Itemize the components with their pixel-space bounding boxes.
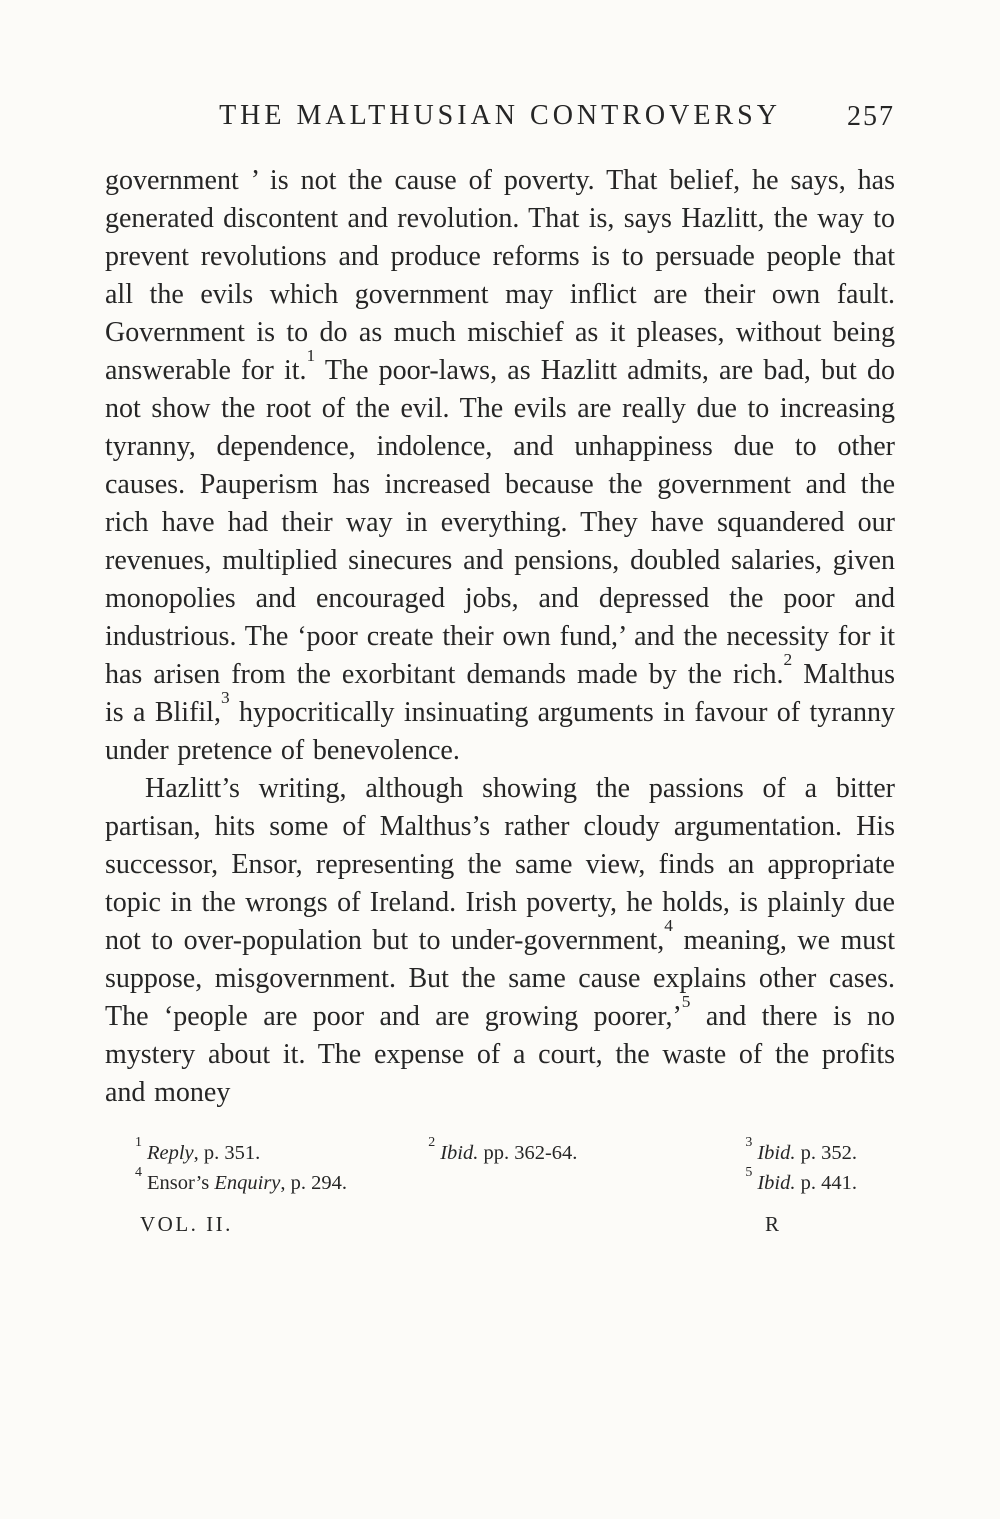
footnotes-section — [105, 1135, 895, 1198]
paragraph-text: government ’ is not the cause of poverty. That belief, he says, has generated discontent and revolution. That is, says Hazlitt, the way to prevent revolutions and produce reforms is to persuade people that all the evils which government may inflict are their own fault. Government is to do as much mischief as it pleases, without being answerable for it. — [105, 165, 895, 386]
footnote-ref-4: 4 — [664, 915, 673, 935]
footnote-text: , p. 351. — [193, 1142, 261, 1164]
footnote-pre-text: Ensor’s — [146, 1172, 215, 1194]
footnote-marker-2: 2 — [428, 1135, 436, 1151]
footnote-text: p. 441. — [795, 1172, 857, 1194]
footnote-marker-4: 4 — [135, 1165, 142, 1181]
paragraph-text: meaning, we must suppose, misgovernment. But the same cause explains other cases. The ‘people are poor and are growing poorer,’ — [105, 925, 895, 1032]
footnote-ref-1: 1 — [306, 345, 316, 365]
footnote-work-title: Ibid. — [440, 1142, 479, 1164]
footnote-work-title: Reply — [146, 1142, 194, 1164]
footnote-row-1 — [105, 1135, 895, 1168]
body-text — [105, 162, 895, 1112]
volume-label: VOL. II. — [140, 1212, 233, 1236]
footnote-ref-5: 5 — [681, 991, 691, 1011]
footnote-text: pp. 362-64. — [478, 1142, 578, 1164]
paragraph-text: hypocritically insinuating arguments in favour of tyranny under pretence of benevolence. — [105, 697, 895, 766]
footnote-1 — [135, 1135, 261, 1168]
paragraph-text: Malthus is a Blifil, — [105, 659, 895, 728]
running-title: THE MALTHUSIAN CONTROVERSY — [219, 100, 781, 131]
footnote-4 — [135, 1165, 348, 1198]
footnote-2 — [428, 1135, 578, 1168]
paragraph-text: and there is no mystery about it. The expense of a court, the waste of the profits and money — [105, 1001, 895, 1108]
footnote-ref-3: 3 — [220, 687, 230, 707]
running-header — [105, 100, 895, 140]
footnote-work-title: Ibid. — [757, 1142, 796, 1164]
footnote-marker-3: 3 — [745, 1135, 753, 1151]
page-content — [105, 0, 895, 1242]
paragraph-2 — [105, 770, 895, 1112]
footnote-marker-5: 5 — [745, 1165, 753, 1181]
footnote-text: p. 352. — [795, 1142, 857, 1164]
signature-mark: R — [765, 1212, 781, 1236]
footnote-3 — [745, 1135, 857, 1168]
paragraph-1 — [105, 162, 895, 770]
footnote-row-2 — [105, 1165, 895, 1198]
paragraph-text: Hazlitt’s writing, although showing the passions of a bitter partisan, hits some of Malthus’s rather cloudy argumentation. His successor, Ensor, representing the same view, finds an appropriate topic in the wrongs of Ireland. Irish poverty, he holds, is plainly due not to over-population but to under-government, — [105, 773, 895, 956]
paragraph-text: The poor-laws, as Hazlitt admits, are bad, but do not show the root of the evil. The evils are really due to increasing tyranny, dependence, indolence, and unhappiness due to other causes. Pauperism has increased because the government and the rich have had their way in everything. They have squandered our revenues, multiplied sinecures and pensions, doubled salaries, given monopolies and encouraged jobs, and depressed the poor and industrious. The ‘poor create their own fund,’ and the necessity for it has arisen from the exorbitant demands made by the rich. — [105, 355, 896, 690]
footnote-ref-2: 2 — [783, 649, 793, 669]
footnote-work-title: Enquiry — [214, 1172, 281, 1194]
footnote-5 — [745, 1165, 857, 1198]
footnote-text: , p. 294. — [280, 1172, 348, 1194]
page-number: 257 — [847, 101, 895, 132]
footnote-marker-1: 1 — [135, 1135, 142, 1151]
footnote-work-title: Ibid. — [757, 1172, 796, 1194]
page-footer — [105, 1212, 895, 1242]
